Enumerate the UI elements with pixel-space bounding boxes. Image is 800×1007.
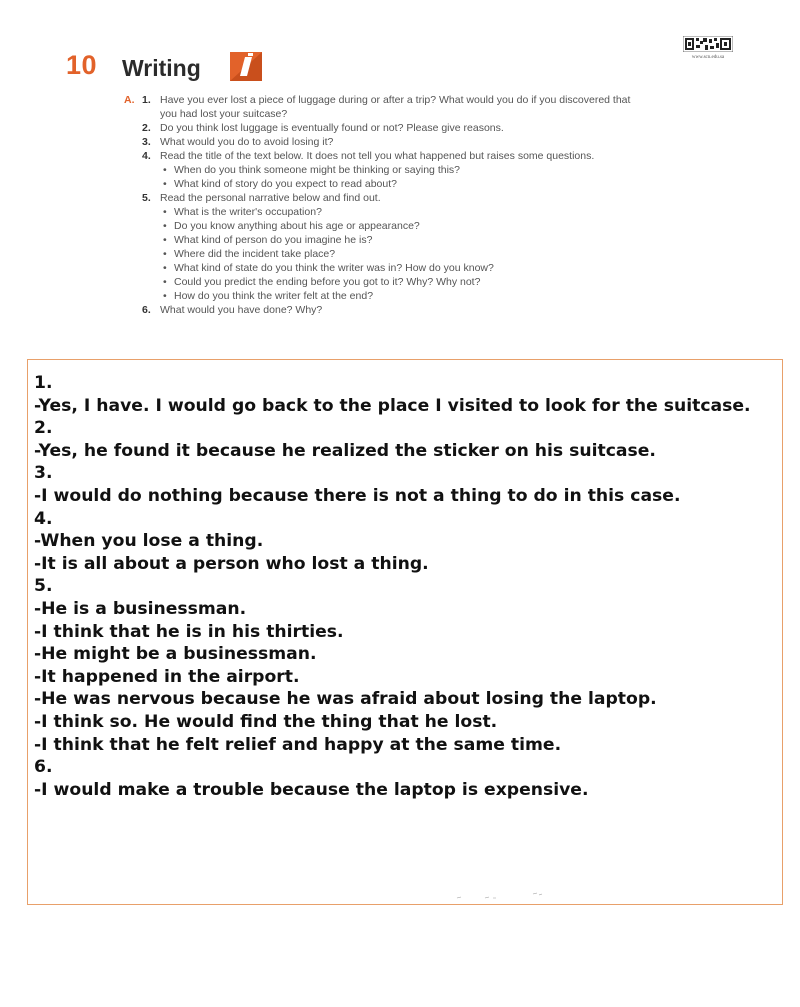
answer-line: -Yes, he found it because he realized the sticker on his suitcase.: [34, 440, 656, 461]
bullet-dot-icon: •: [163, 220, 167, 232]
bullet-text: Where did the incident take place?: [174, 248, 336, 260]
question-text: Read the personal narrative below and find out.: [160, 192, 381, 204]
bullet-dot-icon: •: [163, 178, 167, 190]
bullet-text: What is the writer's occupation?: [174, 206, 322, 218]
answer-line: -I think so. He would find the thing that he lost.: [34, 711, 498, 732]
question-number: 5.: [142, 192, 151, 204]
answer-line: -I would make a trouble because the laptop is expensive.: [34, 779, 589, 800]
answer-number: 4.: [34, 508, 53, 529]
bullet-text: What kind of state do you think the writer was in? How do you know?: [174, 262, 494, 274]
bullet-item: [112, 177, 772, 191]
qr-caption: www.scn.edu.sa: [691, 55, 725, 60]
question-line: [112, 149, 772, 163]
question-line: [112, 135, 772, 149]
answer-number: 3.: [34, 463, 53, 484]
bullet-text: When do you think someone might be thinking or saying this?: [174, 164, 460, 176]
bullet-dot-icon: •: [163, 290, 167, 302]
question-number: 4.: [142, 150, 151, 162]
question-text: you had lost your suitcase?: [160, 108, 288, 120]
question-line: [112, 121, 772, 135]
question-text: Have you ever lost a piece of luggage during or after a trip? What would you do if you discovered that: [160, 94, 631, 106]
bullet-item: [112, 205, 772, 219]
qr-code-block: [677, 32, 739, 66]
answer-line: -When you lose a thing.: [34, 531, 264, 552]
qr-code-icon: [683, 36, 733, 52]
bullet-text: Could you predict the ending before you got to it? Why? Why not?: [174, 276, 481, 288]
question-text: Read the title of the text below. It does not tell you what happened but raises some questions.: [160, 150, 595, 162]
question-line: [112, 191, 772, 205]
section-label: A.: [124, 94, 135, 106]
bullet-item: [112, 275, 772, 289]
question-number: 6.: [142, 304, 151, 316]
answer-line: -Yes, I have. I would go back to the place I visited to look for the suitcase.: [34, 395, 751, 416]
bullet-item: [112, 163, 772, 177]
answer-line: -It is all about a person who lost a thing.: [34, 553, 429, 574]
bullet-dot-icon: •: [163, 248, 167, 260]
question-number: 1.: [142, 94, 151, 106]
bullet-item: [112, 261, 772, 275]
bullet-dot-icon: •: [163, 234, 167, 246]
question-text: Do you think lost luggage is eventually found or not? Please give reasons.: [160, 122, 504, 134]
answer-line: -I would do nothing because there is not a thing to do in this case.: [34, 485, 681, 506]
bullet-dot-icon: •: [163, 206, 167, 218]
answers-list: [34, 372, 782, 801]
answer-line: -He is a businessman.: [34, 598, 247, 619]
bullet-text: What kind of story do you expect to read about?: [174, 178, 397, 190]
question-number: 2.: [142, 122, 151, 134]
question-number: 3.: [142, 136, 151, 148]
bullet-item: [112, 247, 772, 261]
question-bullets: [112, 163, 772, 191]
questions-list: [112, 93, 772, 317]
unit-number: 10: [66, 50, 98, 80]
question-line: [112, 107, 772, 121]
answer-line: -It happened in the airport.: [34, 666, 300, 687]
answer-number: 2.: [34, 418, 53, 439]
bullet-text: What kind of person do you imagine he is?: [174, 234, 373, 246]
bullet-item: [112, 289, 772, 303]
bullet-dot-icon: •: [163, 276, 167, 288]
bullet-item: [112, 233, 772, 247]
answer-number: 1.: [34, 373, 53, 393]
unit-title: Writing: [122, 55, 201, 81]
scribble-marks: [455, 890, 555, 900]
answer-line: -I think that he felt relief and happy at the same time.: [34, 734, 562, 755]
question-bullets: [112, 205, 772, 303]
bullet-item: [112, 219, 772, 233]
writing-i-icon: [230, 52, 262, 81]
answer-number: 5.: [34, 576, 53, 597]
question-text: What would you have done? Why?: [160, 304, 323, 316]
answer-number: 6.: [34, 757, 53, 778]
question-text: What would you do to avoid losing it?: [160, 136, 334, 148]
answer-line: -He might be a businessman.: [34, 644, 317, 665]
answer-line: -I think that he is in his thirties.: [34, 621, 344, 642]
bullet-dot-icon: •: [163, 262, 167, 274]
question-line: [112, 93, 772, 107]
question-line: [112, 303, 772, 317]
bullet-dot-icon: •: [163, 164, 167, 176]
bullet-text: How do you think the writer felt at the end?: [174, 290, 374, 302]
bullet-text: Do you know anything about his age or appearance?: [174, 220, 420, 232]
answer-line: -He was nervous because he was afraid about losing the laptop.: [34, 689, 657, 710]
